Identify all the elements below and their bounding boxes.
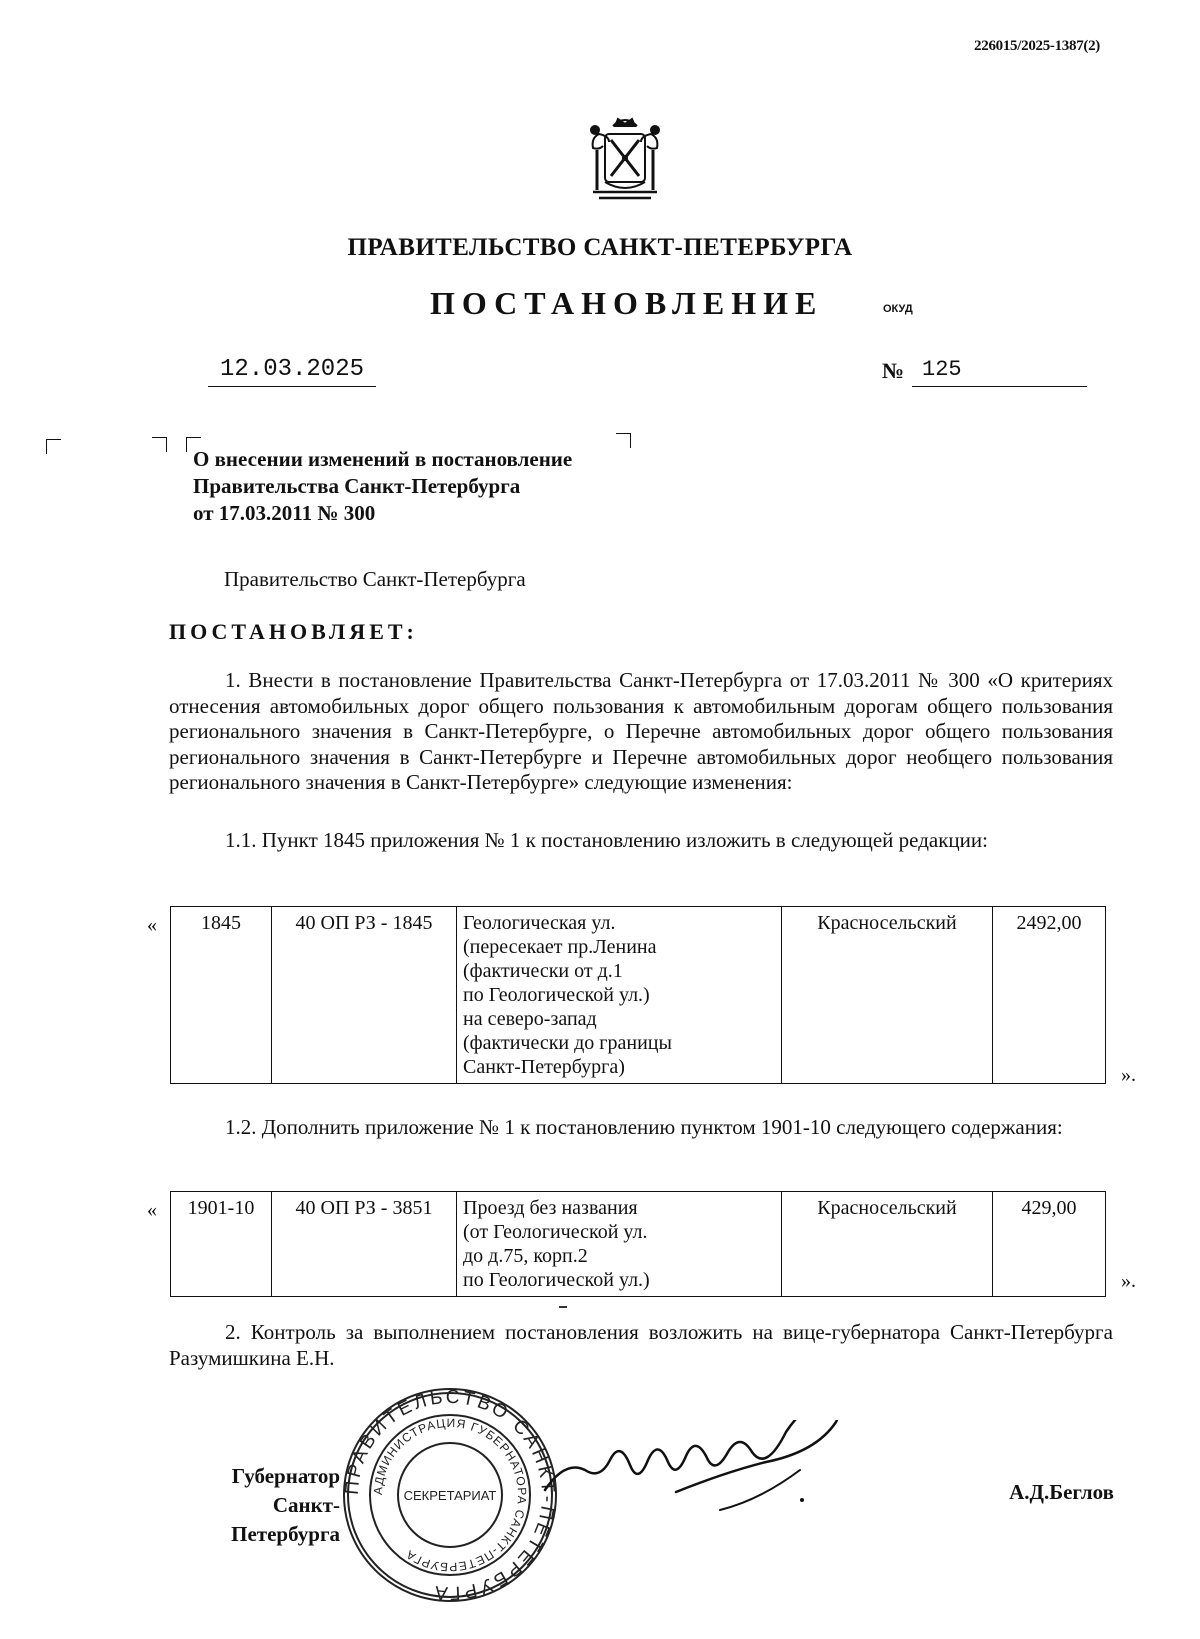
road-district: Красносельский	[782, 907, 993, 1084]
desc-line: по Геологической ул.)	[463, 1269, 650, 1291]
paragraph-1-2: 1.2. Дополнить приложение № 1 к постановлению пунктом 1901-10 следующего содержания:	[225, 1115, 1063, 1139]
desc-line: (фактически до границы	[463, 1032, 672, 1054]
government-name: ПРАВИТЕЛЬСТВО САНКТ-ПЕТЕРБУРГА	[347, 234, 853, 261]
quote-open: «	[147, 1199, 157, 1221]
desc-line: на северо-запад	[463, 1008, 597, 1030]
number-sign: №	[882, 358, 905, 383]
quote-close: ».	[1121, 1270, 1136, 1292]
signatory-title	[170, 1462, 340, 1549]
table-row	[171, 1192, 1106, 1297]
road-district: Красносельский	[782, 1192, 993, 1297]
decree-date: 12.03.2025	[208, 354, 376, 387]
desc-line: (фактически от д.1	[463, 960, 623, 982]
desc-line: Геологическая ул.	[463, 912, 616, 934]
corner-mark	[616, 433, 631, 448]
subject-line: от 17.03.2011 № 300	[193, 501, 376, 525]
desc-line: (от Геологической ул.	[463, 1221, 648, 1243]
road-number: 1901-10	[171, 1192, 272, 1297]
road-description	[457, 1192, 782, 1297]
desc-line: (пересекает пр.Ленина	[463, 936, 657, 958]
subject-line: О внесении изменений в постановление	[193, 447, 573, 471]
road-table-1901-10	[170, 1191, 1106, 1297]
corner-mark	[46, 439, 61, 454]
paragraph-2: 2. Контроль за выполнением постановления возложить на вице-губернатора Санкт-Петербурга Разумишкина Е.Н.	[169, 1320, 1113, 1370]
official-stamp	[340, 1385, 560, 1605]
coat-of-arms-icon	[575, 112, 675, 212]
okud-label: ОКУД	[883, 303, 913, 315]
resolves-heading: ПОСТАНОВЛЯЕТ:	[169, 619, 418, 644]
paragraph-1	[169, 668, 1113, 796]
quote-close: ».	[1121, 1064, 1136, 1086]
stamp-center-text: СЕКРЕТАРИАТ	[403, 1488, 497, 1503]
desc-line: Проезд без названия	[463, 1197, 638, 1219]
quote-open: «	[147, 914, 157, 936]
table-row	[171, 907, 1106, 1084]
corner-mark	[152, 437, 167, 452]
stamp-outer-text: ПРАВИТЕЛЬСТВО САНКТ-ПЕТЕРБУРГА	[341, 1386, 559, 1604]
road-description	[457, 907, 782, 1084]
registration-number: 226015/2025-1387(2)	[974, 38, 1100, 54]
paragraph-1-1: 1.1. Пункт 1845 приложения № 1 к постановлению изложить в следующей редакции:	[225, 828, 988, 852]
road-code: 40 ОП РЗ - 1845	[272, 907, 457, 1084]
decree-subject	[193, 446, 572, 527]
road-length: 429,00	[993, 1192, 1106, 1297]
road-number: 1845	[171, 907, 272, 1084]
decree-number: 125	[912, 354, 1087, 387]
document-type: ПОСТАНОВЛЕНИЕ	[430, 285, 824, 321]
road-code: 40 ОП РЗ - 3851	[272, 1192, 457, 1297]
signatory-name: А.Д.Беглов	[1009, 1480, 1114, 1504]
desc-line: по Геологической ул.)	[463, 984, 650, 1006]
intro-text: Правительство Санкт-Петербурга	[224, 567, 526, 591]
signatory-title-line: Санкт-Петербурга	[231, 1493, 340, 1546]
stray-dash	[559, 1306, 567, 1308]
desc-line: Санкт-Петербурга)	[463, 1056, 625, 1078]
paragraph-1-text: 1. Внести в постановление Правительства Санкт-Петербурга от 17.03.2011 № 300 «О критериях отнесения автомобильных дорог общего пользования к автомобильным дорогам общего пользования регионального значения в Санкт-Петербурге, о Перечне автомобильных дорог общего пользования регионального значения в Санкт-Петербурге и Перечне автомобильных дорог необщего пользования регионального значения в Санкт-Петербурге» следующие изменения:	[169, 668, 1113, 794]
handwritten-signature	[540, 1420, 900, 1520]
stamp-inner-text: АДМИНИСТРАЦИЯ ГУБЕРНАТОРА САНКТ-ПЕТЕРБУРГА	[370, 1415, 530, 1575]
road-length: 2492,00	[993, 907, 1106, 1084]
road-table-1845	[170, 906, 1106, 1084]
desc-line: до д.75, корп.2	[463, 1245, 588, 1267]
subject-line: Правительства Санкт-Петербурга	[193, 474, 521, 498]
signatory-title-line: Губернатор	[231, 1464, 340, 1488]
